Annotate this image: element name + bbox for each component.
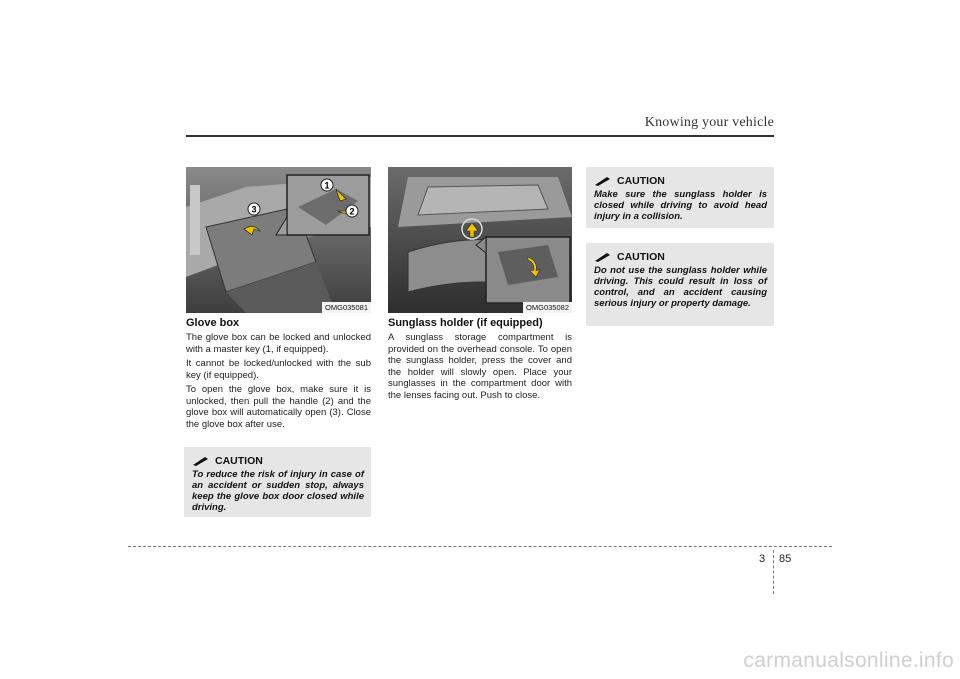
sunglass-figure [388, 167, 572, 313]
sunglass-body [388, 332, 572, 404]
figure-code: OMG035081 [322, 302, 371, 313]
running-header-title: Knowing your vehicle [644, 115, 774, 130]
footer-divider [128, 546, 832, 547]
paragraph: It cannot be locked/unlocked with the sub key (if equipped). [186, 358, 371, 381]
caution-header [594, 251, 767, 263]
caution-header [594, 175, 767, 187]
pencil-icon [594, 176, 612, 186]
glove-box-heading: Glove box [186, 317, 240, 329]
sunglass-holder-illustration [388, 167, 572, 313]
glove-box-body [186, 332, 371, 433]
pencil-icon [594, 252, 612, 262]
glove-box-illustration [186, 167, 371, 313]
pencil-icon [192, 456, 210, 466]
caution-text: Do not use the sunglass holder while driving. This could result in loss of control, and an accident causing serious injury or property damage. [594, 265, 767, 309]
paragraph: The glove box can be locked and unlocked with a master key (1, if equipped). [186, 332, 371, 355]
caution-header [192, 455, 364, 467]
figure-code: OMG035082 [523, 302, 572, 313]
site-watermark: carmanualsonline.info [743, 649, 954, 672]
caution-box [586, 243, 774, 326]
caution-box [184, 447, 371, 517]
caution-title: CAUTION [617, 175, 665, 187]
page-number: 85 [779, 553, 792, 565]
glove-box-figure [186, 167, 371, 313]
caution-title: CAUTION [215, 455, 263, 467]
caution-text: To reduce the risk of injury in case of an accident or sudden stop, always keep the glove box door closed while driving. [192, 469, 364, 513]
sunglass-heading: Sunglass holder (if equipped) [388, 317, 543, 329]
caution-text: Make sure the sunglass holder is closed while driving to avoid head injury in a collision. [594, 189, 767, 222]
chapter-number: 3 [759, 553, 766, 565]
paragraph: A sunglass storage compartment is provided on the overhead console. To open the sunglass holder, press the cover and the holder will slowly open. Place your sunglasses in the compartment door with the lenses facing out. Push to close. [388, 332, 572, 401]
callout-3: 3 [251, 204, 257, 215]
header-rule [186, 135, 774, 137]
paragraph: To open the glove box, make sure it is unlocked, then pull the handle (2) and the glove box will automatically open (3). Close the glove box after use. [186, 384, 371, 430]
caution-box [586, 167, 774, 228]
callout-2: 2 [349, 206, 355, 217]
footer-vertical-divider [773, 550, 774, 594]
callout-1: 1 [324, 180, 330, 191]
caution-title: CAUTION [617, 251, 665, 263]
